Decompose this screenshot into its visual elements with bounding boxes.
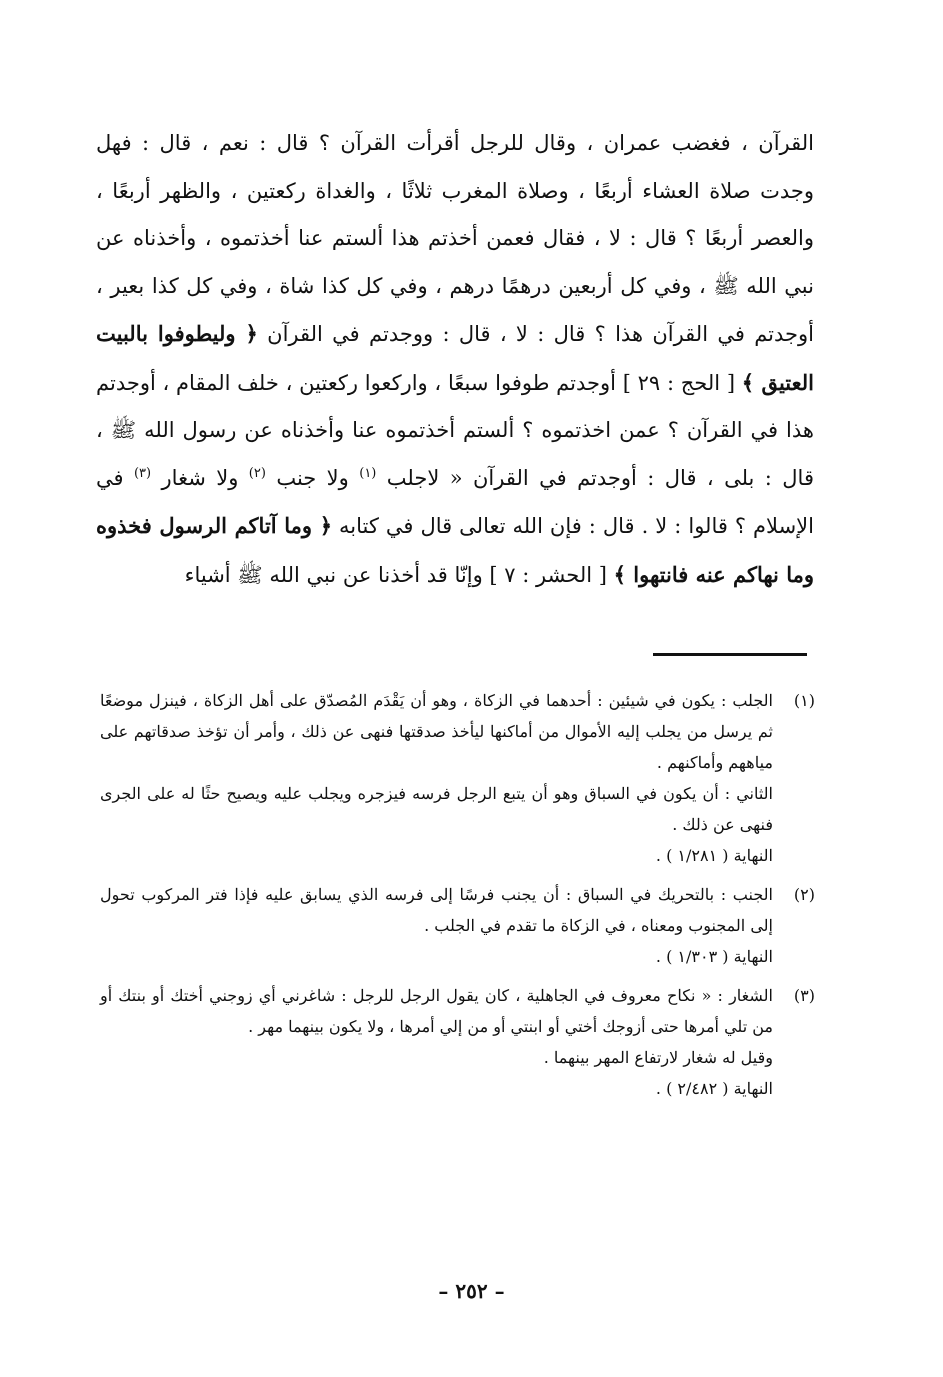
footnote-number: (١) — [793, 691, 815, 710]
text-segment: [ الحشر : ٧ ] وإنّا قد أخذنا عن نبي الله ﷺ أشياء — [184, 562, 607, 587]
text-segment: ولا شغار — [161, 465, 239, 490]
footnote-line: الثاني : أن يكون في السباق وهو أن يتبع الرجل فرسه فيزجره ويجلب عليه ويصيح حثًا له على الجرى فنهى عن ذلك . — [100, 784, 773, 834]
text-segment: في الإسلام ؟ قالوا : لا . قال : فإن الله تعالى قال في كتابه — [96, 465, 814, 538]
footnote-source: النهاية ( ٢/٤٨٢ ) . — [655, 1079, 773, 1098]
footnote-body — [100, 980, 773, 1104]
page-number: – ٢٥٢ – — [438, 1279, 505, 1303]
footnote-line: الجلب : يكون في شيئين : أحدهما في الزكاة ، وهو أن يَقْدَم المُصدّق على أهل الزكاة ، فينزل موضعًا ثم يرسل من يجلب إليه الأموال من أماكنها ليأخذ صدقتها فنهى عن ذلك ، وأمر أن تؤخذ صدقاتهم على مياههم وأماكنهم . — [100, 691, 773, 772]
footnote-marker-3: (٣) — [133, 465, 152, 481]
footnote-source: النهاية ( ١/٣٠٣ ) . — [655, 947, 773, 966]
footnote-separator — [653, 653, 807, 656]
text-segment: ولا جنب — [276, 465, 349, 490]
footnote-2 — [100, 879, 815, 972]
footnote-marker-1: (١) — [359, 465, 377, 481]
footnote-line: الشغار : « نكاح معروف في الجاهلية ، كان يقول الرجل للرجل : شاغرني أي زوجني أختك أو بنتك أو من تلي أمرها حتى أزوجك أختي أو ابنتي أو من إلي أمرها ، ولا يكون بينهما مهر . — [100, 986, 773, 1036]
footnote-number: (٣) — [793, 986, 815, 1005]
footnote-number: (٢) — [793, 885, 815, 904]
footnote-body — [100, 685, 773, 871]
main-text — [96, 120, 814, 599]
text-segment: [ الحج : ٢٩ ] أوجدتم طوفوا سبعًا ، واركعوا ركعتين ، خلف المقام ، أوجدتم هذا في القرآن ؟ عمن اخذتموه ؟ ألستم أخذتموه عنا وأخذناه عن رسول الله ﷺ ، قال : بلى ، قال : أوجدتم في القرآن « لاجلب — [96, 370, 814, 490]
footnote-3 — [100, 980, 815, 1104]
footnote-marker-2: (٢) — [248, 465, 266, 481]
quran-verse: ﴿ وما آتاكم الرسول فخذوه وما نهاكم عنه فانتهوا ﴾ — [96, 513, 814, 587]
footnote-1 — [100, 685, 815, 871]
footnote-line: الجنب : بالتحريك في السباق : أن يجنب فرسًا إلى فرسه الذي يسابق عليه فإذا فتر المركوب تحول إلى المجنوب ومعناه ، في الزكاة ما تقدم في الجلب . — [100, 885, 773, 935]
footnote-line: وقيل له شغار لارتفاع المهر بينهما . — [543, 1048, 773, 1067]
footnotes — [100, 685, 815, 1104]
text-segment: القرآن ، فغضب عمران ، وقال للرجل أقرأت القرآن ؟ قال : نعم ، قال : فهل وجدت صلاة العشاء أربعًا ، وصلاة المغرب ثلاثًا ، والغداة ركعتين ، والظهر أربعًا ، والعصر أربعًا ؟ قال : لا ، فقال فعمن أخذتم هذا ألستم عنا أخذتموه ، وأخذناه عن نبي الله ﷺ ، وفي كل أربعين درهمًا درهم ، وفي كل كذا شاة ، وفي كل كذا بعير ، أوجدتم في القرآن هذا ؟ قال : لا ، قال : ووجدتم في القرآن — [96, 131, 815, 346]
main-paragraph — [96, 120, 814, 599]
footnote-body — [100, 879, 773, 972]
footnote-source: النهاية ( ١/٢٨١ ) . — [655, 846, 773, 865]
quran-verse: ﴿ وليطوفوا بالبيت العتيق ﴾ — [96, 321, 815, 395]
